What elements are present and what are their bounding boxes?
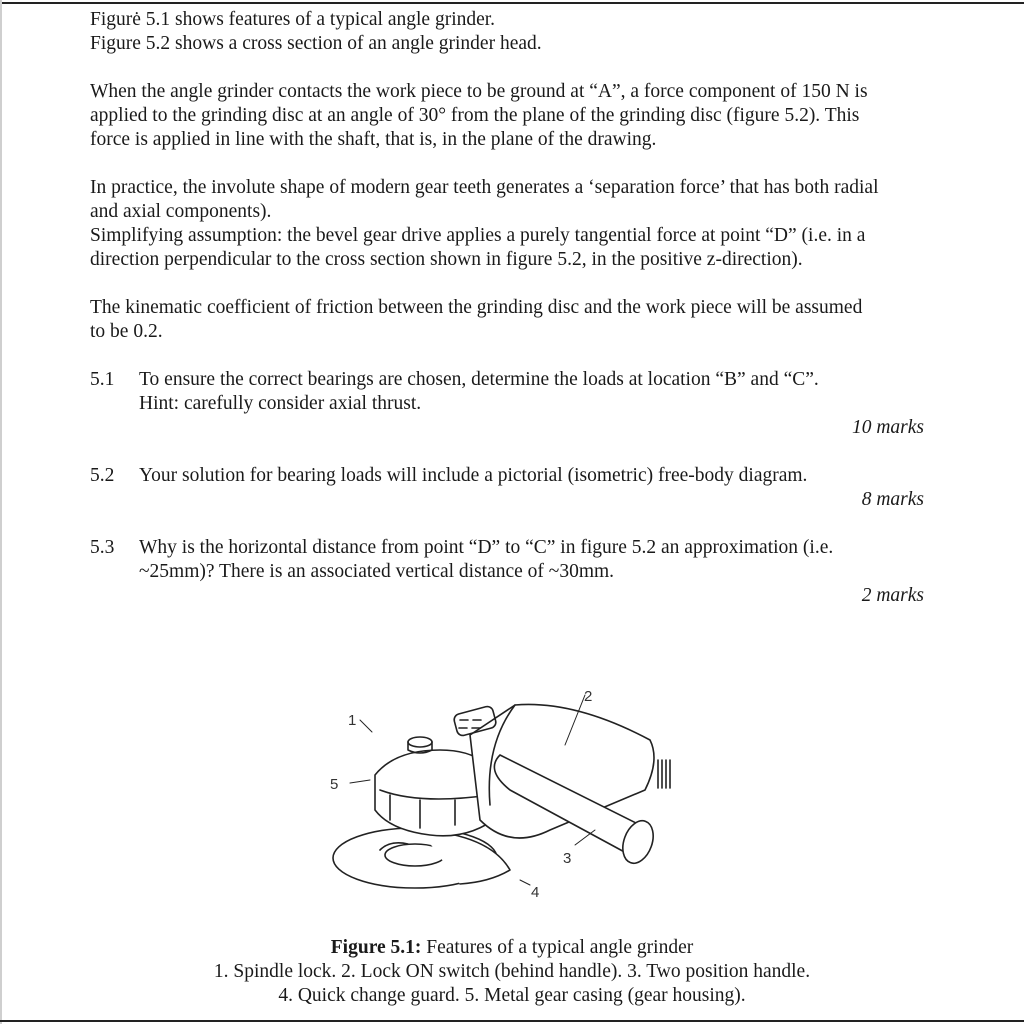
figure-label-4: 4: [531, 884, 540, 901]
question-5-1-number: 5.1: [90, 369, 115, 390]
bottom-border: [0, 1020, 1024, 1022]
question-5-2-line-1: Your solution for bearing loads will include a pictorial (isometric) free-body diagram.: [139, 465, 808, 486]
question-5-1-line-2: Hint: carefully consider axial thrust.: [139, 393, 422, 414]
paragraph-2-line-3: Simplifying assumption: the bevel gear drive applies a purely tangential force at point “D” (i.e. in a: [90, 225, 866, 246]
figure-label-5: 5: [330, 776, 339, 793]
question-5-3-marks: 2 marks: [861, 585, 924, 606]
question-5-2-marks: 8 marks: [861, 489, 924, 510]
top-border: [0, 2, 1024, 4]
question-5-1-marks: 10 marks: [851, 417, 924, 438]
paragraph-1-line-3: force is applied in line with the shaft, that is, in the plane of the drawing.: [90, 129, 657, 150]
question-5-2-number: 5.2: [90, 465, 115, 486]
figure-label-3: 3: [563, 850, 572, 867]
paragraph-3-line-1: The kinematic coefficient of friction between the grinding disc and the work piece will be assumed: [90, 297, 863, 318]
paragraph-3-line-2: to be 0.2.: [90, 321, 163, 342]
paragraph-1-line-1: When the angle grinder contacts the work piece to be ground at “A”, a force component of 150 N is: [90, 81, 868, 102]
figure-caption-text: Features of a typical angle grinder: [421, 937, 694, 958]
question-5-3-line-2: ~25mm)? There is an associated vertical distance of ~30mm.: [139, 561, 615, 582]
figure-legend-line-2: 4. Quick change guard. 5. Metal gear casing (gear housing).: [278, 985, 746, 1006]
intro-line-1: Figurė 5.1 shows features of a typical angle grinder.: [90, 9, 496, 30]
figure-label-2: 2: [584, 688, 593, 705]
paragraph-2-line-2: and axial components).: [90, 201, 272, 222]
question-5-3-line-1: Why is the horizontal distance from point “D” to “C” in figure 5.2 an approximation (i.e.: [139, 537, 834, 558]
figure-caption: [0, 936, 1024, 960]
paragraph-2-line-1: In practice, the involute shape of modern gear teeth generates a ‘separation force’ that has both radial: [90, 177, 879, 198]
left-border: [0, 0, 2, 1024]
figure-legend-line-1: 1. Spindle lock. 2. Lock ON switch (behind handle). 3. Two position handle.: [213, 961, 811, 982]
question-5-3-number: 5.3: [90, 537, 115, 558]
paragraph-1-line-2: applied to the grinding disc at an angle of 30° from the plane of the grinding disc (figure 5.2). This: [90, 105, 860, 126]
figure-label-1: 1: [348, 712, 357, 729]
question-5-1-line-1: To ensure the correct bearings are chosen, determine the loads at location “B” and “C”.: [139, 369, 819, 390]
angle-grinder-illustration: [320, 680, 700, 900]
paragraph-2-line-4: direction perpendicular to the cross section shown in figure 5.2, in the positive z-direction).: [90, 249, 803, 270]
spindle-lock: [408, 737, 432, 747]
intro-line-2: Figure 5.2 shows a cross section of an angle grinder head.: [90, 33, 542, 54]
figure-caption-title: Figure 5.1:: [330, 937, 422, 958]
